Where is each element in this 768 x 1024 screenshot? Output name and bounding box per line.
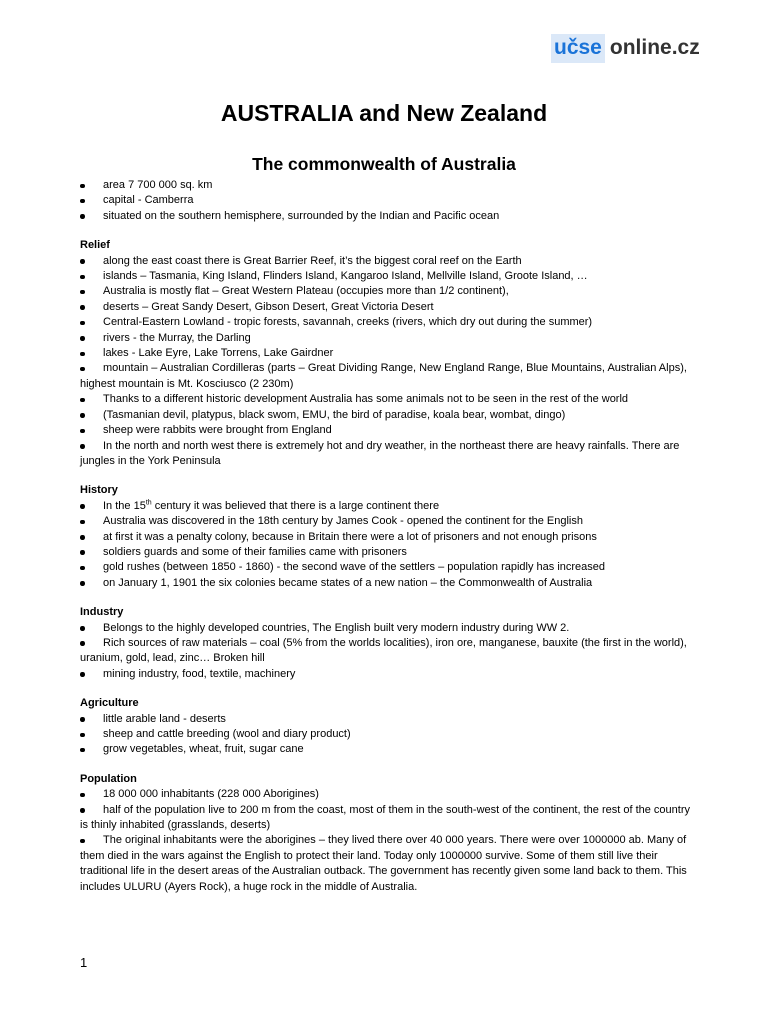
list-item: 18 000 000 inhabitants (228 000 Aborigines)	[80, 787, 692, 802]
agriculture-list	[80, 712, 692, 758]
bullet-icon	[80, 566, 85, 571]
relief-list	[80, 254, 692, 470]
document-title: AUSTRALIA and New Zealand	[220, 100, 548, 126]
bullet-icon	[80, 398, 85, 403]
document-body	[80, 178, 692, 895]
list-item: islands – Tasmania, King Island, Flinders Island, Kangaroo Island, Mellville Island, Groote Island, …	[80, 269, 692, 284]
bullet-icon	[80, 581, 85, 586]
page-number: 1	[80, 955, 88, 970]
list-item: at first it was a penalty colony, because in Britain there were a lot of prisoners and not enough prisons	[80, 530, 692, 545]
section-heading: Agriculture	[80, 697, 139, 710]
population-list	[80, 787, 692, 895]
bullet-icon	[80, 520, 85, 525]
list-item: Central-Eastern Lowland - tropic forests, savannah, creeks (rivers, which dry out during the summer)	[80, 315, 692, 330]
bullet-icon	[80, 733, 85, 738]
section-history	[80, 483, 692, 591]
bullet-icon	[80, 641, 85, 646]
bullet-icon	[80, 535, 85, 540]
logo-part-online: online.cz	[609, 36, 700, 59]
section-heading: Population	[80, 772, 137, 785]
list-item: along the east coast there is Great Barrier Reef, it’s the biggest coral reef on the Earth	[80, 254, 692, 269]
list-item: sheep and cattle breeding (wool and diary product)	[80, 727, 692, 742]
list-item: In the 15th century it was believed that there is a large continent there	[80, 499, 692, 514]
history-list	[80, 499, 692, 591]
bullet-icon	[80, 504, 85, 509]
section-heading: Relief	[80, 239, 110, 252]
document-subtitle: The commonwealth of Australia	[252, 154, 516, 174]
section-agriculture	[80, 696, 692, 758]
bullet-icon	[80, 214, 85, 219]
list-item: gold rushes (between 1850 - 1860) - the second wave of the settlers – population rapidly has increased	[80, 560, 692, 575]
bullet-icon	[80, 550, 85, 555]
list-item: (Tasmanian devil, platypus, black swom, EMU, the bird of paradise, koala bear, wombat, dingo)	[80, 408, 692, 423]
bullet-icon	[80, 336, 85, 341]
bullet-icon	[80, 199, 85, 204]
section-industry	[80, 605, 692, 682]
list-item: mountain – Australian Cordilleras (parts – Great Dividing Range, New England Range, Blue Mountains, Australian Alps), highest mountain is Mt. Kosciusco (2 230m)	[80, 362, 687, 390]
bullet-icon	[80, 672, 85, 677]
list-item: Belongs to the highly developed countries, The English built very modern industry during WW 2.	[80, 621, 692, 636]
intro-section	[80, 178, 692, 224]
list-item: The original inhabitants were the aborigines – they lived there over 40 000 years. There were over 1000000 ab. Many of them died in the wars against the English to protect their land. Today only 1000000 survive. Some of them still live their traditional life in the desert areas of the Australian outback. The government has recently given some land back to them. This includes ULURU (Ayers Rock), a huge rock in the middle of Australia.	[80, 834, 687, 893]
bullet-icon	[80, 367, 85, 372]
logo-part-ucse: učse	[551, 34, 605, 63]
bullet-icon	[80, 626, 85, 631]
section-relief	[80, 238, 692, 469]
bullet-icon	[80, 275, 85, 280]
list-item: on January 1, 1901 the six colonies became states of a new nation – the Commonwealth of Australia	[80, 576, 692, 591]
list-item: Thanks to a different historic development Australia has some animals not to be seen in the rest of the world	[80, 392, 692, 407]
list-item: half of the population live to 200 m from the coast, most of them in the south-west of the continent, the rest of the country is thinly inhabited (grasslands, deserts)	[80, 803, 690, 832]
site-logo[interactable]	[551, 33, 700, 63]
section-heading: Industry	[80, 606, 124, 619]
bullet-icon	[80, 748, 85, 753]
list-item: Rich sources of raw materials – coal (5% from the worlds localities), iron ore, manganese, bauxite (the first in the world), uranium, gold, lead, zinc… Broken hill	[80, 636, 687, 665]
section-population	[80, 772, 692, 895]
industry-list	[80, 621, 692, 683]
list-item: deserts – Great Sandy Desert, Gibson Desert, Great Victoria Desert	[80, 300, 692, 315]
bullet-icon	[80, 184, 85, 189]
list-item: In the north and north west there is extremely hot and dry weather, in the northeast there are heavy rainfalls. There are jungles in the York Peninsula	[80, 439, 680, 467]
list-item: area 7 700 000 sq. km	[80, 178, 692, 193]
bullet-icon	[80, 413, 85, 418]
bullet-icon	[80, 839, 85, 844]
bullet-icon	[80, 808, 85, 813]
bullet-icon	[80, 793, 85, 798]
bullet-icon	[80, 717, 85, 722]
bullet-icon	[80, 444, 85, 449]
list-item: grow vegetables, wheat, fruit, sugar cane	[80, 742, 692, 757]
list-item: little arable land - deserts	[80, 712, 692, 727]
bullet-icon	[80, 352, 85, 357]
bullet-icon	[80, 321, 85, 326]
bullet-icon	[80, 259, 85, 264]
list-item: sheep were rabbits were brought from England	[80, 423, 692, 438]
bullet-icon	[80, 305, 85, 310]
intro-list	[80, 178, 692, 224]
bullet-icon	[80, 290, 85, 295]
list-item: Australia was discovered in the 18th century by James Cook - opened the continent for the English	[80, 514, 692, 529]
list-item: lakes - Lake Eyre, Lake Torrens, Lake Gairdner	[80, 346, 692, 361]
list-item: situated on the southern hemisphere, surrounded by the Indian and Pacific ocean	[80, 209, 692, 224]
list-item: rivers - the Murray, the Darling	[80, 331, 692, 346]
list-item: capital - Camberra	[80, 193, 692, 208]
list-item: mining industry, food, textile, machinery	[80, 667, 692, 682]
list-item: soldiers guards and some of their families came with prisoners	[80, 545, 692, 560]
list-item: Australia is mostly flat – Great Western Plateau (occupies more than 1/2 continent),	[80, 284, 692, 299]
section-heading: History	[80, 484, 118, 497]
bullet-icon	[80, 429, 85, 434]
